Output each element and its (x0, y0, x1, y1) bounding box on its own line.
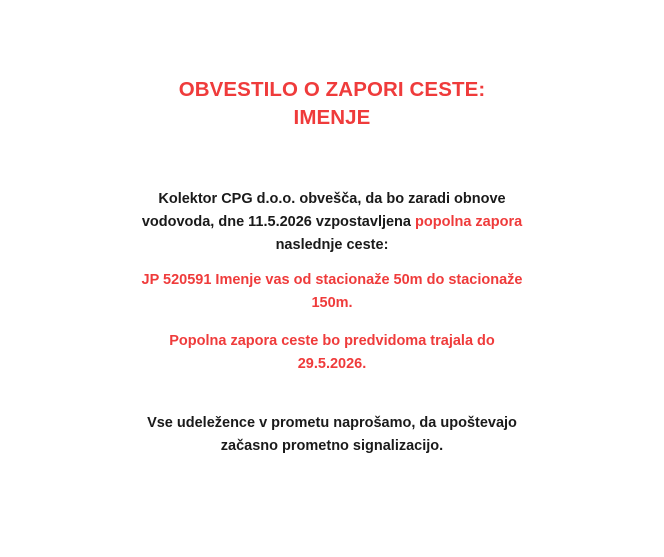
duration-line-2: 29.5.2026. (297, 356, 367, 372)
closing-line-2: začasno prometno signalizacijo. (220, 438, 444, 454)
full-closure-highlight: popolna zapora (415, 214, 523, 230)
closing-paragraph (100, 412, 564, 458)
notice-title-line-1: OBVESTILO O ZAPORI CESTE: (178, 78, 486, 101)
closing-line-1: Vse udeležence v prometu naprošamo, da upoštevajo (147, 415, 517, 431)
road-section-line-1: JP 520591 Imenje vas od stacionaže 50m do stacionaže (141, 272, 523, 288)
road-section-paragraph (100, 269, 564, 315)
notice-title (0, 76, 664, 132)
duration-paragraph (100, 330, 564, 376)
intro-paragraph (100, 188, 564, 257)
intro-line-3: naslednje ceste: (275, 237, 389, 253)
notice-title-line-2: IMENJE (293, 106, 371, 129)
intro-line-1: Kolektor CPG d.o.o. obvešča, da bo zaradi obnove (158, 191, 506, 207)
road-section-line-2: 150m. (311, 295, 353, 311)
intro-line-2: vodovoda, dne 11.5.2026 vzpostavljena (141, 214, 416, 230)
duration-line-1: Popolna zapora ceste bo predvidoma trajala do (169, 333, 495, 349)
